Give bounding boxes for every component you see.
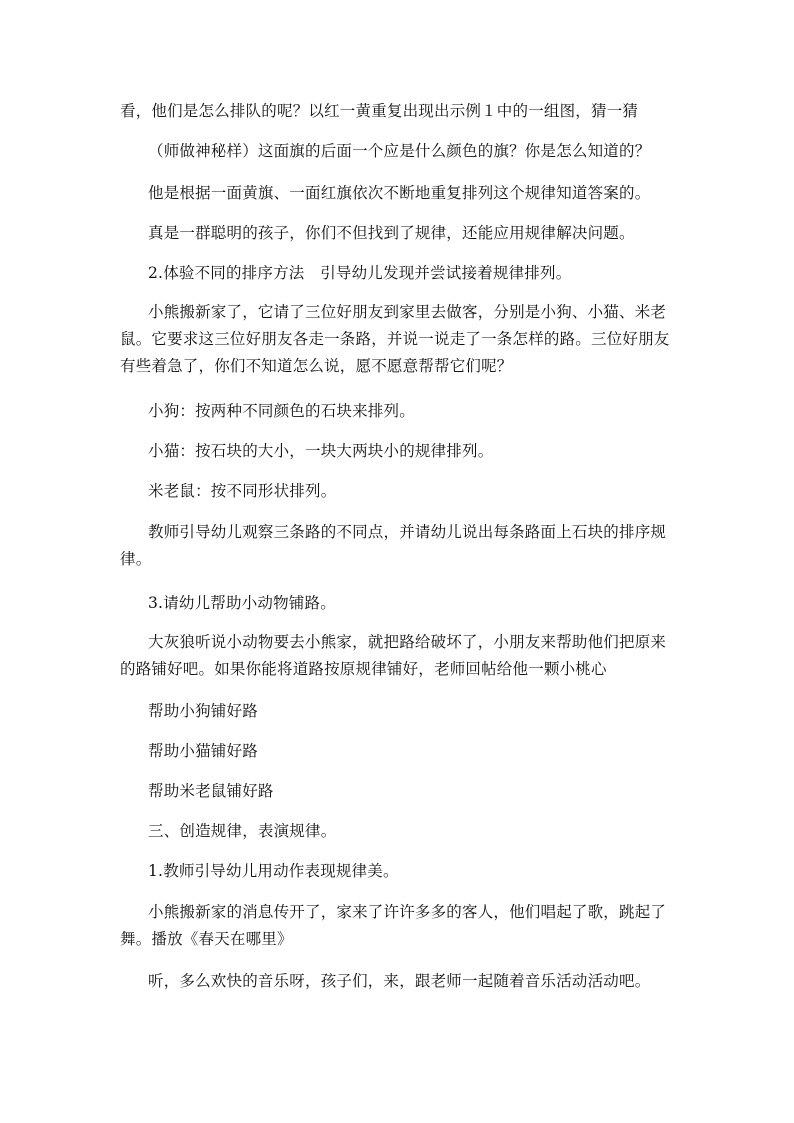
section-heading [148, 818, 680, 845]
section-heading [148, 260, 680, 287]
paragraph [148, 968, 680, 995]
paragraph [148, 220, 680, 247]
text-line: 帮助小猫铺好路 [148, 742, 258, 760]
paragraph [120, 98, 680, 125]
section-heading [148, 590, 680, 617]
text-line: 小狗：按两种不同颜色的石块来排列。 [148, 402, 415, 420]
text-line: 鼠。它要求这三位好朋友各走一条路，并说一说走了一条怎样的路。三位好朋友 [120, 330, 670, 348]
text-line: 大灰狼听说小动物要去小熊家，就把路给破坏了，小朋友来帮助他们把原来 [148, 633, 667, 651]
text-line: 看，他们是怎么排队的呢？以红一黄重复出现出示例１中的一组图，猜一猜 [120, 102, 639, 120]
paragraph [148, 438, 680, 465]
text-line: 教师引导幼儿观察三条路的不同点，并请幼儿说出每条路面上石块的排序规 [148, 523, 667, 541]
text-line: 舞。播放《春天在哪里》 [120, 930, 293, 948]
text-line: （师做神秘样）这面旗的后面一个应是什么颜色的旗？你是怎么知道的？ [148, 142, 651, 160]
paragraph [148, 778, 680, 805]
paragraph [148, 180, 680, 207]
text-line: 的路铺好吧。如果你能将道路按原规律铺好，老师回帖给他一颗小桃心 [120, 660, 607, 678]
text-line: 律。 [120, 550, 152, 568]
paragraph [120, 519, 680, 573]
text-line: 真是一群聪明的孩子，你们不但找到了规律，还能应用规律解决问题。 [148, 224, 635, 242]
text-line: 帮助小狗铺好路 [148, 702, 258, 720]
text-line: 小熊搬新家了，它请了三位好朋友到家里去做客，分别是小狗、小猫、米老 [148, 303, 667, 321]
section-heading [148, 858, 680, 885]
paragraph [148, 138, 680, 165]
paragraph [120, 629, 680, 683]
text-line: 米老鼠：按不同形状排列。 [148, 482, 337, 500]
text-line: 帮助米老鼠铺好路 [148, 782, 274, 800]
text-line: 他是根据一面黄旗、一面红旗依次不断地重复排列这个规律知道答案的。 [148, 184, 651, 202]
text-line: 有些着急了，你们不知道怎么说，愿不愿意帮帮它们呢？ [120, 357, 513, 375]
paragraph [148, 398, 680, 425]
text-line: 小猫：按石块的大小，一块大两块小的规律排列。 [148, 442, 494, 460]
paragraph [148, 698, 680, 725]
text-line: 小熊搬新家的消息传开了，家来了许许多多的客人，他们唱起了歌，跳起了 [148, 903, 667, 921]
text-line: 3.请幼儿帮助小动物铺路。 [148, 594, 336, 612]
paragraph [120, 299, 680, 380]
paragraph [148, 738, 680, 765]
text-line: 三、创造规律，表演规律。 [148, 822, 337, 840]
text-line: 2.体验不同的排序方法 引导幼儿发现并尝试接着规律排列。 [148, 264, 572, 282]
paragraph [120, 899, 680, 953]
paragraph [148, 478, 680, 505]
text-line: 1.教师引导幼儿用动作表现规律美。 [148, 862, 399, 880]
text-line: 听，多么欢快的音乐呀，孩子们，来，跟老师一起随着音乐活动活动吧。 [148, 972, 651, 990]
